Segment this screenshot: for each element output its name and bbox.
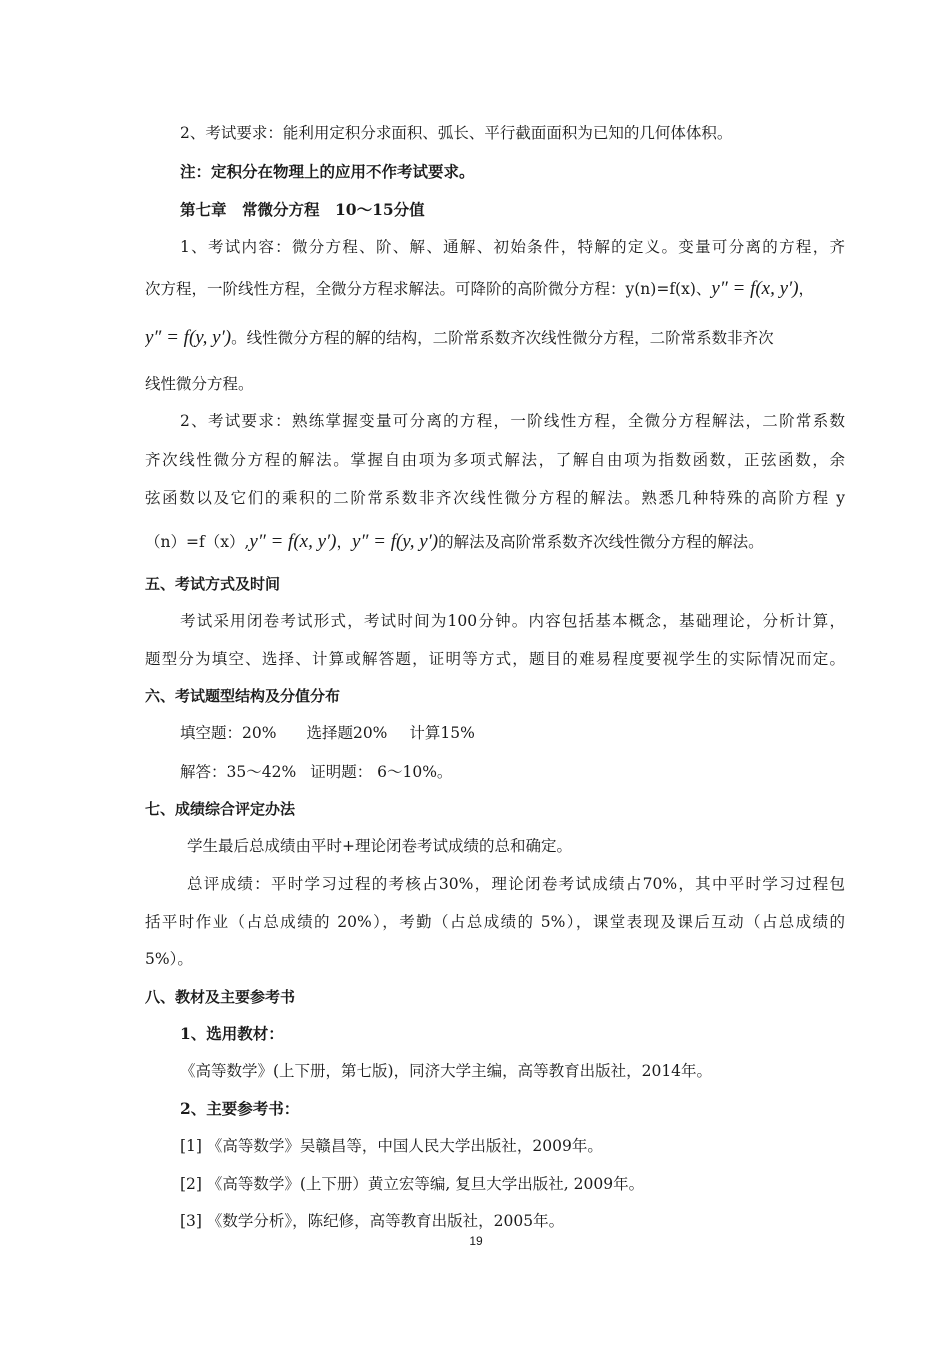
formula-y2-fxy1-b: y″ = f(x, y′) [249, 531, 337, 552]
fill-blank-score: 填空题：20% [180, 724, 277, 742]
section-8-heading: 八、教材及主要参考书 [145, 988, 296, 1006]
section-7-heading: 七、成绩综合评定办法 [145, 800, 296, 818]
exam-method-line-1: 考试采用闭卷考试形式，考试时间为100分钟。内容包括基本概念，基础理论，分析计算， [180, 612, 845, 630]
reference-2: [2] 《高等数学》(上下册）黄立宏等编, 复旦大学出版社, 2009年。 [180, 1175, 645, 1193]
ch7-requirement-line-2: 齐次线性微分方程的解法。掌握自由项为多项式解法，了解自由项为指数函数，正弦函数，余 [145, 451, 845, 469]
comma: ， [798, 280, 815, 298]
chapter-7-heading: 第七章 常微分方程 10～15分值 [180, 200, 425, 219]
answer-score: 解答：35～42% [180, 763, 297, 781]
grading-line-2: 总评成绩：平时学习过程的考核占30%，理论闭卷考试成绩占70%，其中平时学习过程包 [187, 875, 845, 893]
score-distribution-line-1 [180, 721, 845, 745]
reference-3: [3] 《数学分析》，陈纪修，高等教育出版社，2005年。 [180, 1212, 565, 1230]
exam-method-line-2: 题型分为填空、选择、计算或解答题，证明等方式，题目的难易程度要视学生的实际情况而定。 [145, 650, 845, 668]
section-6-heading: 六、考试题型结构及分值分布 [145, 687, 341, 705]
ch7-requirement-line-4 [145, 530, 845, 554]
section-5-heading: 五、考试方式及时间 [145, 575, 281, 593]
ch7-content-line-1: 1、考试内容：微分方程、阶、解、通解、初始条件，特解的定义。变量可分离的方程，齐 [180, 238, 845, 256]
exam-requirement-ch6: 2、考试要求：能利用定积分求面积、弧长、平行截面面积为已知的几何体体积。 [180, 124, 733, 142]
grading-line-3: 括平时作业（占总成绩的 20%），考勤（占总成绩的 5%），课堂表现及课后互动（占总成绩的 [145, 913, 845, 931]
reference-1: [1] 《高等数学》吴赣昌等，中国人民大学出版社，2009年。 [180, 1137, 603, 1155]
note-physics: 注：定积分在物理上的应用不作考试要求。 [180, 162, 475, 181]
ch7-content-line-2 [145, 277, 845, 301]
textbook-entry: 《高等数学》(上下册，第七版)，同济大学主编，高等教育出版社，2014年。 [180, 1062, 713, 1080]
references-heading: 2、主要参考书： [180, 1099, 300, 1118]
formula-y2-fxy1: y″ = f(x, y′) [711, 278, 799, 299]
formula-y2-fyy1: y″ = f(y, y′) [145, 327, 232, 348]
ch7-requirement-line-1: 2、考试要求：熟练掌握变量可分离的方程，一阶线性方程，全微分方程解法，二阶常系数 [180, 412, 845, 430]
ch7-content-line-3 [145, 326, 845, 350]
separator: ， [336, 533, 353, 551]
ch7-requirement-tail: 的解法及高阶常系数齐次线性微分方程的解法。 [438, 533, 764, 551]
grading-line-1: 学生最后总成绩由平时+理论闭卷考试成绩的总和确定。 [187, 837, 572, 855]
formula-y2-fyy1-b: y″ = f(y, y′) [352, 531, 439, 552]
ch7-content-text: 次方程，一阶线性方程，全微分方程求解法。可降阶的高阶微分方程：y(n)=f(x)、 [145, 280, 712, 298]
ch7-content-text-2: 。线性微分方程的解的结构，二阶常系数齐次线性微分方程，二阶常系数非齐次 [231, 329, 774, 347]
choice-score: 选择题20% [306, 724, 388, 742]
score-distribution-line-2 [180, 760, 845, 784]
grading-line-4: 5%）。 [145, 950, 193, 968]
calc-score: 计算15% [409, 724, 475, 742]
page-number: 19 [469, 1234, 483, 1248]
ch7-content-line-4: 线性微分方程。 [145, 375, 254, 393]
ch7-requirement-line-3: 弦函数以及它们的乘积的二阶常系数非齐次线性微分方程的解法。熟悉几种特殊的高阶方程 y [145, 489, 845, 507]
proof-score: 证明题： 6～10%。 [310, 763, 453, 781]
yn-fx: （n）=f（x）, [145, 533, 250, 551]
textbook-heading: 1、选用教材： [180, 1024, 284, 1043]
